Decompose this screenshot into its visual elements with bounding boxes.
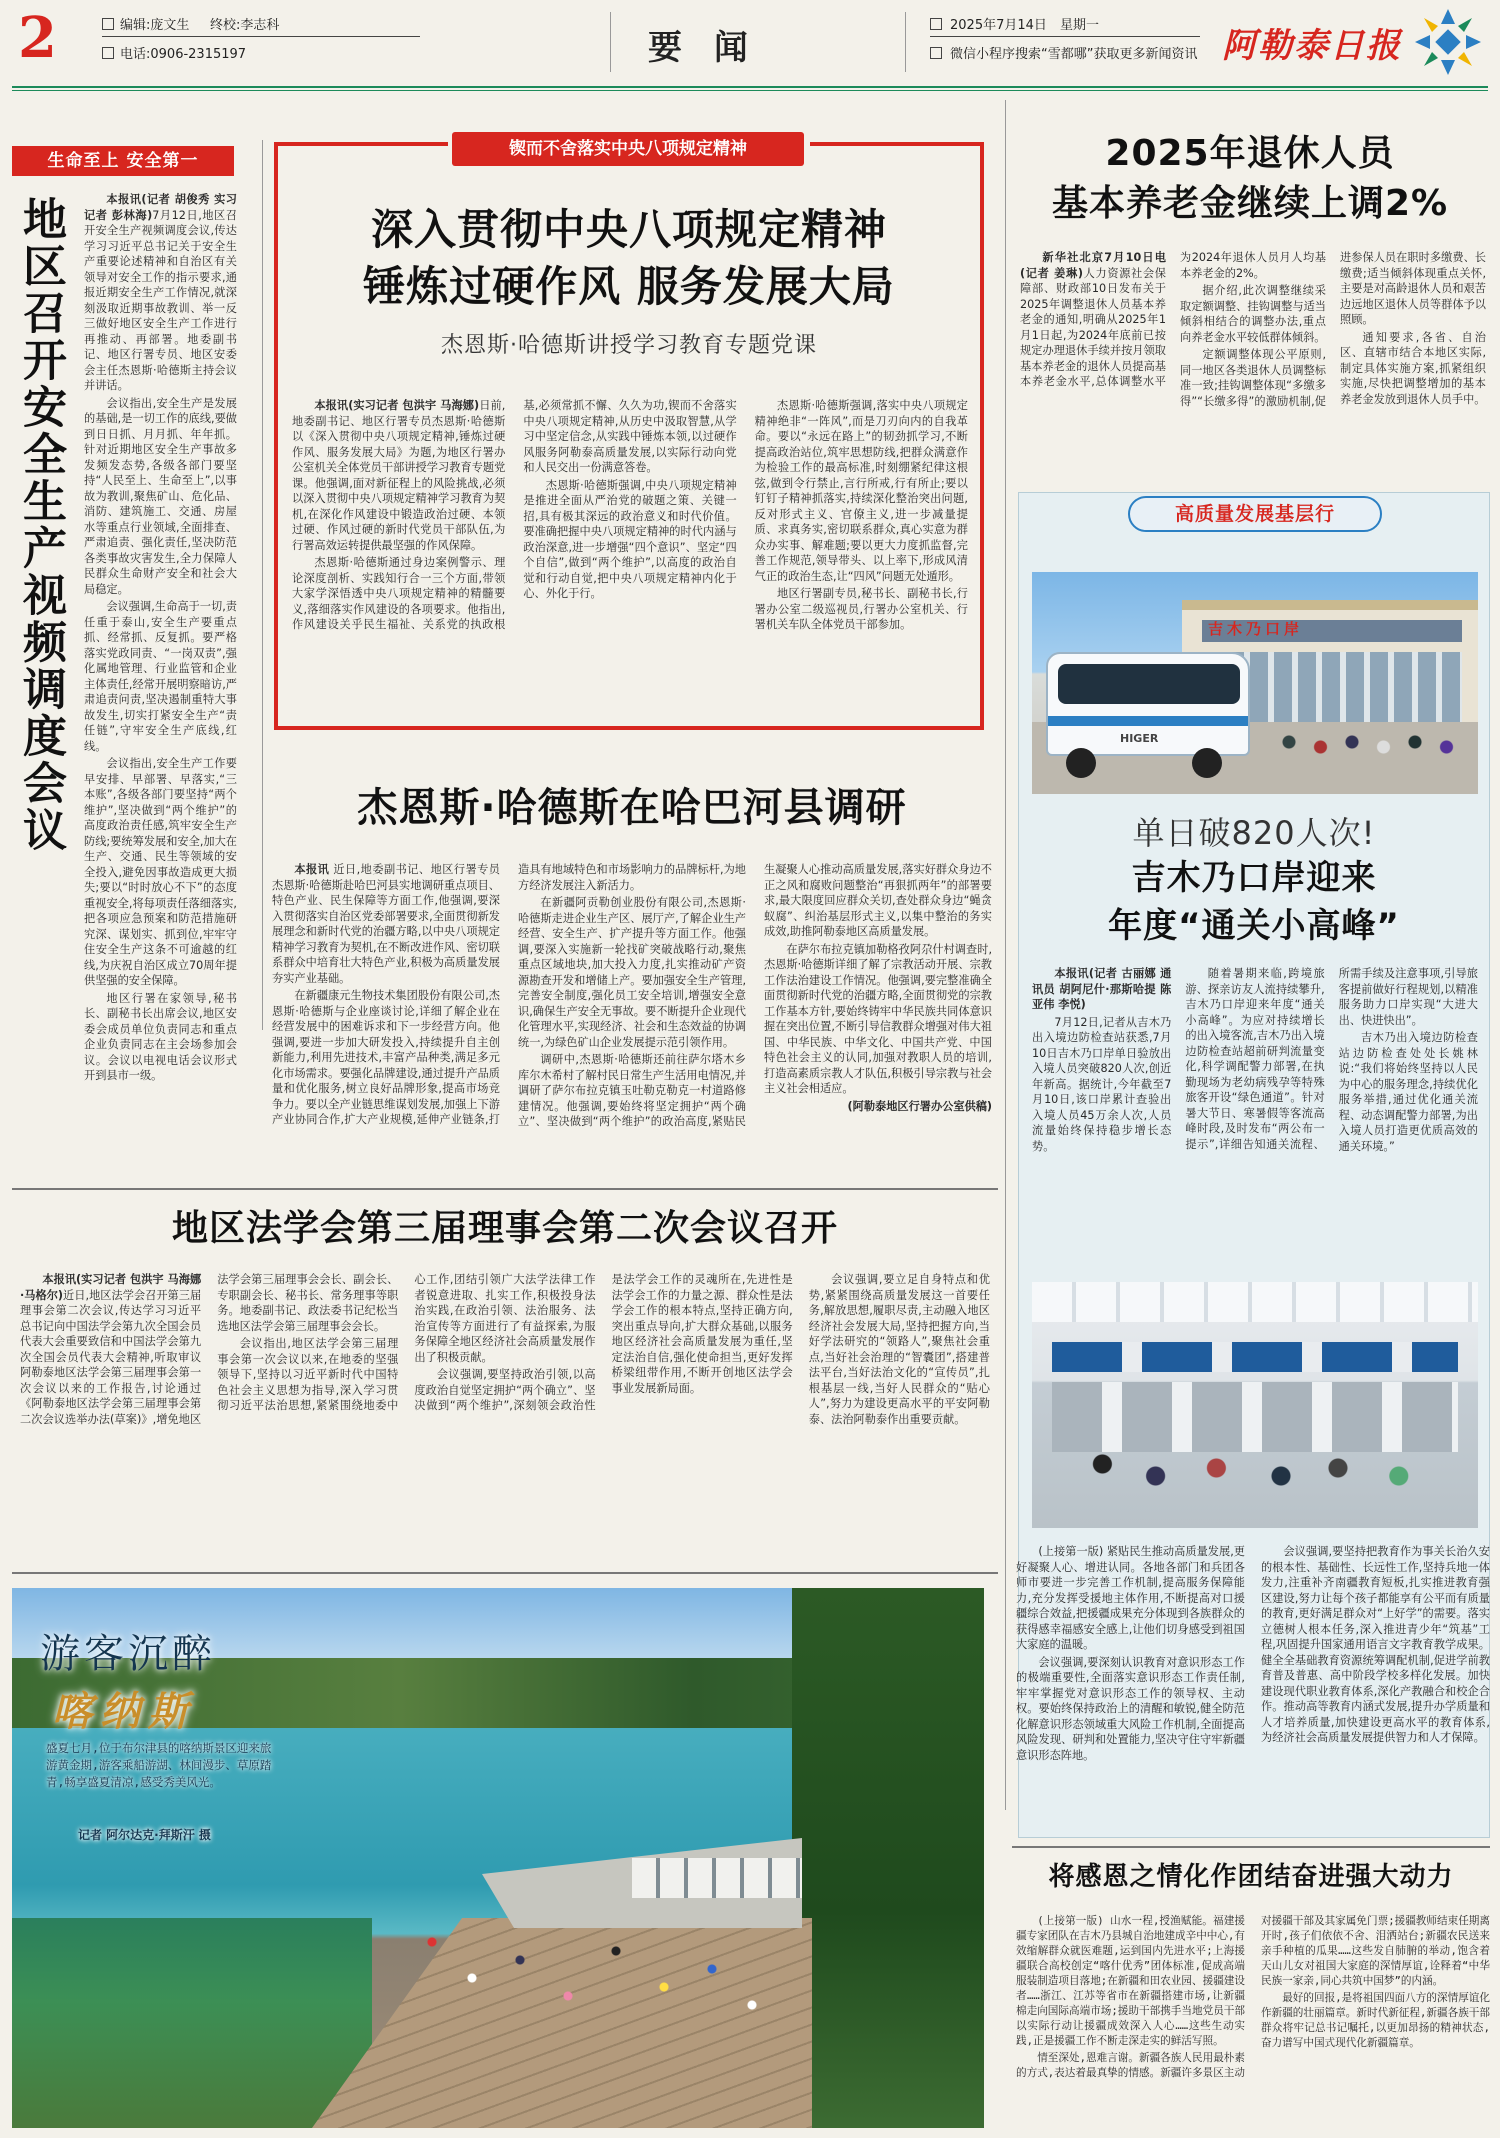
checkbox-icon <box>102 47 114 59</box>
pension-byline: 新华社北京7月10日电(记者 姜琳) <box>1020 251 1166 280</box>
habahe-byline: 本报讯 <box>294 863 330 876</box>
law-para-1: 近日,地区法学会召开第三届理事会第二次会议,传达学习习近平总书记向中国法学会第九次全国会员代表大会重要致信和中国法学会第九次全国会员代表大会精神,听取审议阿勒泰地区法学会第三届理事会第一次会议以来的工作报告,讨论通过《阿勒泰地区法学会第三届理事会第二次会议选举办法(草案)》,增免地区法学会第三届理事会会长、副会长、专职副会长、秘书长、常务理事等职务。地委副书记、政法委书记纪松当选地区法学会第三届理事会会长。 <box>20 1273 399 1426</box>
eight-rules-para-5: 地区行署副专员,秘书长、副秘书长,行署办公室二级巡视员,行署办公室机关、行署机关车队全体党员干部参加。 <box>754 587 968 631</box>
lake-credit: 记者 阿尔达克·拜斯汗 摄 <box>78 1828 211 1842</box>
weekday-label: 星期一 <box>1060 18 1100 33</box>
eight-rules-byline: 本报讯(实习记者 包洪宇 马海娜) <box>314 399 480 412</box>
safety-para-2: 会议指出,安全生产是发展的基础,是一切工作的底线,要做到日日抓、月月抓、年年抓。针对近期地区安全生产事故多发频发态势,各级各部门要坚持“人民至上、生命至上”,以事故为教训,聚焦矿山、危化品、消防、建筑施工、交通、房屋水等重点行业领域,全面排查、严肃追责、强化责任,坚决防范各类事故灾害发生,全力保障人民群众生命财产安全和社会大局稳定。 <box>84 396 237 596</box>
pension-para-4: 通知要求,各省、自治区、直辖市结合本地区实际,制定具体实施方案,抓紧组织实施,尽快把调整增加的基本养老金发放到退休人员手中。 <box>1340 330 1486 406</box>
border-banner <box>1128 496 1382 532</box>
border-para-2: 随着暑期来临,跨境旅游、探亲访友人流持续攀升,吉木乃口岸迎来年度“通关小高峰”。为应对持续增长的出入境客流,吉木乃出入境边防检查站超前研判流量变化,科学调配警力部署,在执勤现场为老幼病残孕等特殊旅客开设“绿色通道”。针对暑大节日、寒暑假等客流高峰时段,及时发布“两公布一提示”,详细告知通关流程、所需手续及注意事项,引导旅客提前做好行程规划,以精准服务助力口岸实现“大进大出、快进快出”。 <box>1185 967 1478 1151</box>
eight-rules-article <box>292 398 968 716</box>
law-article <box>20 1272 990 1562</box>
safety-byline: 本报讯(记者 胡俊秀 实习记者 彭林海) <box>84 193 237 222</box>
eight-rules-para-1: 日前,地委副书记、地区行署专员杰恩斯·哈德斯以《深入贯彻中央八项规定精神,锤炼过硬作风、服务发展大局》为题,为地区行署办公室机关全体党员干部讲授学习教育专题党课。他强调,面对新征程上的风险挑战,必须以深入贯彻中央八项规定精神学习教育为契机,在深化作风建设中锻造政治过硬、本领过硬、作风过硬的新时代党员干部队伍,为行署高效运转提供最坚强的作风保障。 <box>292 399 506 552</box>
border-checkpoint-photo <box>1032 572 1478 794</box>
checkbox-icon <box>930 47 942 59</box>
eight-rules-subheadline: 杰恩斯·哈德斯讲授学习教育专题党课 <box>441 333 817 358</box>
continued-article <box>1016 1544 1490 1836</box>
habahe-credit: (阿勒泰地区行署办公室供稿) <box>847 1099 992 1113</box>
pension-headline-1: 2025年退休人员 <box>1105 133 1395 174</box>
law-para-2: 会议指出,地区法学会第三届理事会第一次会议以来,在地委的坚强领导下,坚持以习近平新时代中国特色社会主义思想为指导,深入学习贯彻习近平法治思想,紧紧围绕地委中心工作,团结引领广大法学法律工作者锐意进取、扎实工作,积极投身法治实践,在政治引领、法治服务、法治宣传等方面进行了有益探索,为服务保障全地区经济社会高质量发展作出了积极贡献。 <box>217 1273 596 1412</box>
pension-article <box>1020 250 1486 468</box>
pension-headline-2: 基本养老金继续上调2% <box>1051 183 1449 224</box>
checker-label: 终校:李志科 <box>210 18 280 33</box>
habahe-para-4: 调研中,杰恩斯·哈德斯还前往萨尔塔木乡库尔木希村了解村民日常生产生活用电情况,并调研了萨尔布拉克镇玉吐勒克勒克一村道路修建情况。他强调,要始终将坚定拥护“两个确立”、坚决做到“两个维护”的政治高度,紧贴民生凝聚人心推动高质量发展,落实好群众身边不正之风和腐败问题整治“再狠抓两年”的部署要求,最大限度回应群众关切,查处群众身边“蝇贪蚁腐”、纠治基层形式主义,以集中整治的务实成效,助推阿勒泰地区高质量发展。 <box>518 863 992 1128</box>
checkpoint-sign: 吉木乃口岸 <box>1208 620 1304 638</box>
border-article <box>1032 966 1478 1270</box>
habahe-article <box>272 862 992 1174</box>
eight-rules-headline-2: 锤炼过硬作风 服务发展大局 <box>363 262 895 311</box>
eight-rules-para-4: 杰恩斯·哈德斯强调,落实中央八项规定精神绝非“一阵风”,而是刀刃向内的自我革命。要以“永远在路上”的韧劲抓学习,不断提高政治站位,筑牢思想防线,把群众满意作为检验工作的最高标准,时刻绷紧纪律这根弦,做到令行禁止,言行所戒,行有所止;要以钉钉子精神抓落实,持续深化整治突出问题,反对形式主义、官僚主义,进一步减量提质、求真务实,密切联系群众,真心实意为群众办实事、解难题;要以更大力度抓监督,完善工作规范,领导带头、以上率下,形成风清气正的政治生态,让“四风”问题无处遁形。 <box>754 399 968 583</box>
gratitude-para-2: 情至深处,恩难言谢。新疆各族人民用最朴素的方式,表达着最真挚的情感。新疆许多景区主动对援疆干部及其家属免门票;援疆教师结束任期离开时,孩子们依依不舍、泪洒站台;新疆农民送来亲手种植的瓜果……这些发自肺腑的举动,饱含着天山儿女对祖国大家庭的深情厚谊,诠释着“中华民族一家亲,同心共筑中国梦”的内涵。 <box>1016 1915 1490 2079</box>
kanas-lake-photo <box>12 1588 984 2128</box>
checkbox-icon <box>102 18 114 30</box>
habahe-para-3: 在新疆阿贡勒创业股份有限公司,杰恩斯·哈德斯走进企业生产区、展厅产,了解企业生产经营、安全生产、扩产提升等方面工作。他强调,要深入实施新一轮找矿突破战略行动,聚焦重点区域地块,加大投入力度,扎实推动矿产资源勘查开发和增储上产。要加强安全生产管理,完善安全制度,强化员工安全培训,增强安全意识,确保生产安全无事故。要不断提升企业现代化管理水平,实现经济、社会和生态效益的协调统一,为绿色矿山企业发展提示范引领作用。 <box>518 896 746 1049</box>
pension-para-3: 定额调整体现公平原则,同一地区各类退休人员调整标准一致;挂钩调整体现“多缴多得”“长缴多得”的激励机制,促进参保人员在职时多缴费、长缴费;适当倾斜体现重点关怀,主要是对高龄退休人员和艰苦边远地区退休人员等群体予以照顾。 <box>1180 251 1486 408</box>
date-label: 2025年7月14日 <box>950 18 1047 33</box>
gratitude-para-1: (上接第一版) 山水一程,授渔赋能。福建援疆专家团队在吉木乃县城自治地建成辛中中心,有效缩解群众就医难题,运到国内先进水平;上海援疆联合高校创定“喀什优秀”团体标准,促成高端服装制造项目落地;在新疆和田农业园、援疆建设者……浙江、江苏等省市在新疆搭建市场,让新疆棉走向国际高端市场;援助干部携手当地党员干部以实际行动让援疆成效深入人心……这些生动实践,正是援疆工作不断走深走实的鲜活写照。 <box>1016 1915 1245 2047</box>
law-para-3: 会议强调,要坚持政治引领,以高度政治自觉坚定拥护“两个确立”、坚决做到“两个维护”,深刻领会政治性是法学会工作的灵魂所在,先进性是法学会工作的力量之源、群众性是法学会工作的根本特点,坚持正确方向,突出重点导向,扩大群众基础,以服务地区经济社会高质量发展为重任,坚定法治自信,强化使命担当,更好发挥桥梁纽带作用,不断开创地区法学会事业发展新局面。 <box>414 1273 793 1412</box>
continued-para-3: 会议强调,要坚持把教育作为事关长治久安的根本性、基础性、长远性工作,坚持兵地一体发力,注重补齐南疆教育短板,扎实推进教育强区建设,努力让每个孩子都能享有公平而有质量的教育,更好满足群众对“上好学”的需要。落实立德树人根本任务,深入推进青少年“筑基”工程,巩固提升国家通用语言文字教育教学成果。健全全基础教育资源统筹调配机制,促进学前教育普及普惠、高中阶段学校多样化发展。加快建设现代职业教育体系,深化产教融合和校企合作。推动高等教育内涵式发展,提升办学质量和人才培养质量,加快建设更高水平的教育体系,为经济社会高质量发展提供智力和人才保障。 <box>1261 1545 1490 1744</box>
wechat-note: 微信小程序搜索“雪都哪”获取更多新闻资讯 <box>950 47 1198 62</box>
editor-label: 编辑:庞文生 <box>120 18 190 33</box>
border-para-1: 7月12日,记者从吉木乃出入境边防检查站获悉,7月10日吉木乃口岸单日验放出入境人员突破820人次,创近年新高。据统计,今年截至7月10日,该口岸累计查验出入境人员45万余人次,人员流量始终保持稳步增长态势。 <box>1032 1015 1172 1153</box>
border-banner-label: 高质量发展基层行 <box>1174 503 1335 525</box>
continued-para-1: (上接第一版) 紧贴民生推动高质量发展,更好凝聚人心、增进认同。各地各部门和兵团各师市要进一步完善工作机制,提高服务保障能力,充分发挥受援地主体作用,不断提高对口援疆综合效益,把援疆成果充分体现到各族群众的获得感幸福感安全感上,让他们切身感受到祖国大家庭的温暖。 <box>1016 1545 1245 1651</box>
safety-para-3: 会议强调,生命高于一切,责任重于泰山,安全生产要重点抓、经常抓、反复抓。要严格落实党政同责、“一岗双责”,强化属地管理、行业监管和企业主体责任,经常开展明察暗访,严肃追责问责,坚决遏制重特大事故发生,切实打紧安全生产“责任链”,守牢安全生产底线,红线。 <box>84 600 237 753</box>
bus-icon <box>1046 652 1250 756</box>
border-headline-1: 单日破820人次! <box>1132 814 1376 852</box>
section-title: 要 闻 <box>648 28 758 68</box>
habahe-para-5: 在萨尔布拉克镇加勒格孜阿尕什村调查时,杰恩斯·哈德斯详细了解了宗教活动开展、宗教工作法治建设工作情况。他强调,要完整准确全面贯彻新时代党的治疆方略,全面贯彻党的宗教工作基本方针,要始终铸牢中华民族共同体意识握在突出位置,不断引导信教群众增强对伟大祖国、中华民族、中华文化、中国共产党、中国特色社会主义的认同,加强对教职人员的培训,打造高素质宗教人才队伍,积极引导宗教与社会主义社会相适应。 <box>764 942 992 1095</box>
eight-rules-kicker: 锲而不舍落实中央八项规定精神 <box>452 132 804 166</box>
eight-rules-para-3: 杰恩斯·哈德斯强调,中央八项规定精神是推进全面从严治党的破题之策、关键一招,具有极其深远的政治意义和时代价值。要准确把握中央八项规定精神的时代内涵与政治深意,进一步增强“四个意识”、坚定“四个自信”,做到“两个维护”,以高度的政治自觉和行动自觉,把中央八项规定精神内化于心、外化于行。 <box>523 478 737 600</box>
gratitude-article <box>1016 1914 1490 2128</box>
snowflake-logo-icon <box>1412 6 1484 78</box>
border-headline-2: 吉木乃口岸迎来 <box>1131 858 1377 898</box>
law-headline: 地区法学会第三届理事会第二次会议召开 <box>171 1208 838 1249</box>
paper-name-logo: 阿勒泰日报 <box>1222 26 1402 66</box>
gratitude-para-3: 最好的回报,是将祖国四面八方的深情厚谊化作新疆的壮丽篇章。新时代新征程,新疆各族干部群众将牢记总书记嘱托,以更加昂扬的精神状态,奋力谱写中国式现代化新疆篇章。 <box>1261 1992 1490 2049</box>
customs-hall-photo <box>1032 1282 1478 1528</box>
lake-title: 游客沉醉 <box>40 1631 216 1677</box>
safety-article <box>84 192 237 1082</box>
safety-tag: 生命至上 安全第一 <box>12 146 234 176</box>
continued-para-2: 会议强调,要深刻认识教育对意识形态工作的极端重要性,全面落实意识形态工作责任制,牢牢掌握党对意识形态工作的领导权、主动权。要始终保持政治上的清醒和敏锐,健全防范化解意识形态领域重大风险工作机制,全面提高风险发现、研判和处置能力,坚决守住守牢新疆意识形态阵地。 <box>1016 1655 1245 1762</box>
lake-title-2: 喀纳斯 <box>52 1688 196 1735</box>
bus-brand: HIGER <box>1120 732 1159 745</box>
eight-rules-para-2: 杰恩斯·哈德斯通过身边案例警示、理论深度剖析、实践知行合一三个方面,带领大家学深悟透中央八项规定精神的精髓要义,落细落实作风建设的各项要求。他指出,作风建设关乎民生福祉、关系党的执政根基,必须常抓不懈、久久为功,锲而不舍落实中央八项规定精神,从历史中汲取智慧,从学习中坚定信念,从实践中锤炼本领,以过硬作风服务阿勒泰高质量发展,以实际行动向党和人民交出一份满意答卷。 <box>292 399 737 631</box>
safety-para-4: 会议指出,安全生产工作要早安排、早部署、早落实,“三本账”,各级各部门要坚持“两个维护”,坚决做到“两个维护”的高度政治责任感,筑牢安全生产防线;要统筹发展和安全,加大在生产、交通、民生等领域的安全投入,避免因事故造成更大损失;要以“时时放心不下”的态度重视安全,将每项责任落细落实,把各项应急预案和防范措施研究深、谋划实、抓到位,牢牢守住安全生产这条不可逾越的红线,为庆祝自治区成立70周年提供坚强的安全保障。 <box>84 757 237 987</box>
safety-para-5: 地区行署在家领导,秘书长、副秘书长出席会议,地区安委会成员单位负责同志和重点企业负责同志在主会场参加会议。会议以电视电话会议形式开到县市一级。 <box>84 991 237 1082</box>
safety-headline: 地区召开安全生产视频调度会议 <box>15 196 66 854</box>
law-para-4: 会议强调,要立足自身特点和优势,紧紧围绕高质量发展这一首要任务,解放思想,履职尽责,主动融入地区经济社会发展大局,坚持把握方向,当好学法研究的“领路人”,聚焦社会重点,当好社会治理的“智囊团”,搭建普法平台,当好法治文化的“宣传员”,扎根基层一线,当好人民群众的“贴心人”,努力为建设更高水平的平安阿勒泰、法治阿勒泰作出重要贡献。 <box>808 1273 990 1426</box>
habahe-headline: 杰恩斯·哈德斯在哈巴河县调研 <box>357 785 907 831</box>
border-byline: 本报讯(记者 古丽娜 通讯员 胡阿尼什·那斯哈提 陈亚伟 李悦) <box>1032 967 1172 1011</box>
habahe-para-1: 近日,地委副书记、地区行署专员杰恩斯·哈德斯赴哈巴河县实地调研重点项目、特色产业、民生保障等方面工作,他强调,要深入贯彻落实自治区党委部署要求,全面贯彻新发展理念和新时代党的治疆方略,以中央八项规定精神学习教育为契机,在不断改进作风、密切联系群众中培育壮大特色产业,积极为高质量发展夯实产业基础。 <box>272 863 500 985</box>
lake-caption: 盛夏七月,位于布尔津县的喀纳斯景区迎来旅游黄金期,游客乘船游湖、林间漫步、草原踏青,畅享盛夏清凉,感受秀美风光。 <box>46 1741 272 1789</box>
eight-rules-headline-1: 深入贯彻中央八项规定精神 <box>370 205 887 254</box>
page-number: 2 <box>18 5 57 71</box>
habahe-para-2: 在新疆康元生物技术集团股份有限公司,杰恩斯·哈德斯与企业座谈讨论,详细了解企业在经营发展中的困难诉求和下一步经营方向。他强调,要进一步加大研发投入,持续提升自主创新能力,利用先进技术,丰富产品种类,满足多元化市场需求。要强化品牌建设,通过提升产品质量和优化服务,树立良好品牌形象,提高市场竞争力。要以全产业链思维谋划发展,加强上下游产业协同合作,扩大产业规模,延伸产业链条,打造具有地域特色和市场影响力的品牌标杆,为地方经济发展注入新活力。 <box>272 863 746 1126</box>
checkbox-icon <box>930 18 942 30</box>
gratitude-headline: 将感恩之情化作团结奋进强大动力 <box>1048 1862 1454 1892</box>
pension-para-1: 人力资源社会保障部、财政部10日发布关于2025年调整退休人员基本养老金的通知,明确从2025年1月1日起,为2024年底前已按规定办理退休手续并按月领取基本养老金的退休人员提高基本养老金水平,总体调整水平为2024年退休人员月人均基本养老金的2%。 <box>1020 251 1326 388</box>
law-byline: 本报讯(实习记者 包洪宇 马海娜·马格尔) <box>20 1273 202 1302</box>
safety-para-1: 7月12日,地区召开安全生产视频调度会议,传达学习习近平总书记关于安全生产重要论述精神和自治区有关领导对安全工作的指示要求,通报近期安全生产工作情况,就深刻汲取近期事故教训、举一反三做好地区安全生产工作进行再推动、再部署。地委副书记、地区行署专员、地区安委会主任杰恩斯·哈德斯主持会议并讲话。 <box>84 208 237 392</box>
border-para-3: 吉木乃出入境边防检查站边防检查处处长姚林说:“我们将始终坚持以人民为中心的服务理念,持续优化服务举措,通过优化通关流程、动态调配警力部署,为出入境人员打造更优质高效的通关环境。” <box>1338 1031 1478 1153</box>
border-headline-3: 年度“通关小高峰” <box>1108 906 1400 946</box>
pension-para-2: 据介绍,此次调整继续采取定额调整、挂钩调整与适当倾斜相结合的调整办法,重点向养老金水平较低群体倾斜。 <box>1180 284 1326 344</box>
phone-label: 电话:0906-2315197 <box>120 47 247 62</box>
